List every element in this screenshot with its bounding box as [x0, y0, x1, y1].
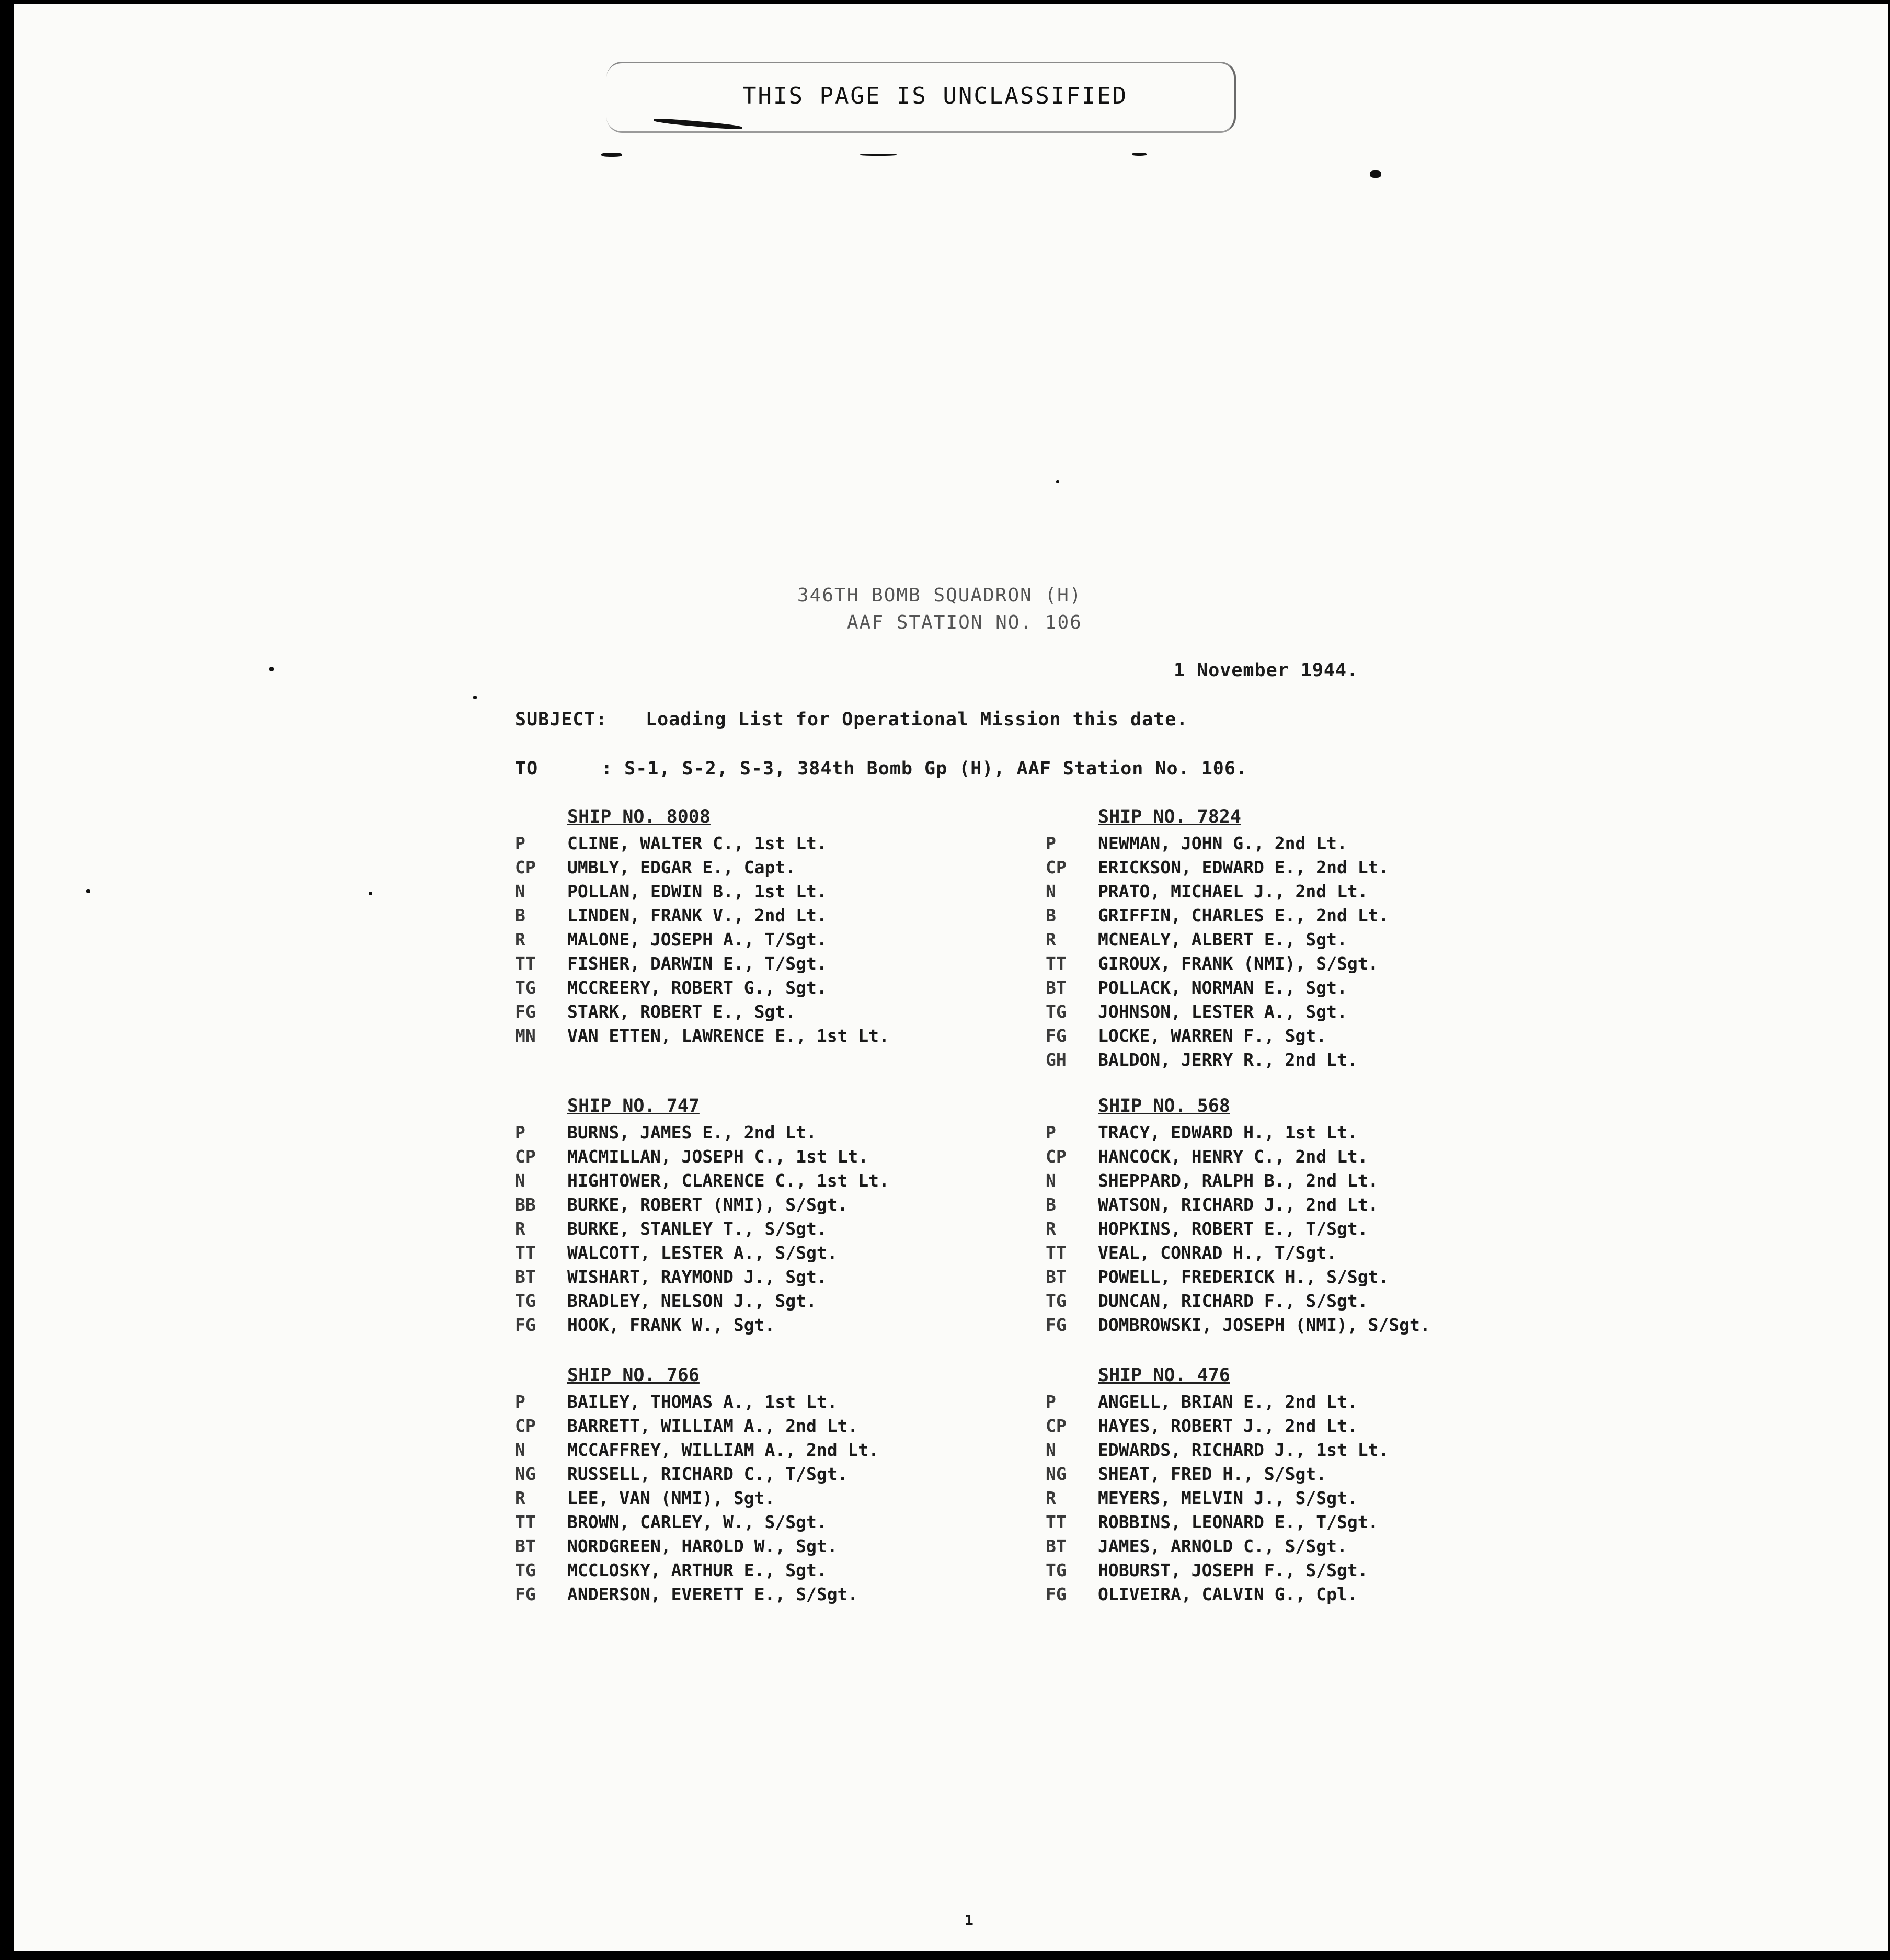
crew-name: BARRETT, WILLIAM A., 2nd Lt.	[567, 1416, 858, 1436]
crew-name: WISHART, RAYMOND J., Sgt.	[567, 1267, 827, 1287]
crew-row	[1046, 1414, 1389, 1438]
crew-row	[515, 1217, 889, 1241]
crew-name: MEYERS, MELVIN J., S/Sgt.	[1098, 1488, 1358, 1508]
crew-role: B	[515, 905, 525, 926]
crew-row	[1046, 1534, 1389, 1558]
crew-name: HAYES, ROBERT J., 2nd Lt.	[1098, 1416, 1358, 1436]
crew-row	[1046, 831, 1389, 856]
crew-name: BURNS, JAMES E., 2nd Lt.	[567, 1122, 817, 1143]
scan-mark	[86, 889, 90, 893]
crew-name: EDWARDS, RICHARD J., 1st Lt.	[1098, 1440, 1389, 1460]
ship-title: SHIP NO. 568	[1098, 1096, 1230, 1116]
crew-role: TG	[1046, 1001, 1067, 1022]
crew-row	[1046, 1217, 1430, 1241]
crew-row	[515, 1193, 889, 1217]
crew-row	[1046, 1169, 1430, 1193]
crew-role: P	[1046, 1122, 1056, 1143]
crew-row	[1046, 1313, 1430, 1337]
crew-name: LEE, VAN (NMI), Sgt.	[567, 1488, 775, 1508]
crew-name: OLIVEIRA, CALVIN G., Cpl.	[1098, 1584, 1358, 1604]
crew-row	[515, 1289, 889, 1313]
crew-row	[1046, 1193, 1430, 1217]
crew-name: MALONE, JOSEPH A., T/Sgt.	[567, 929, 827, 950]
crew-row	[515, 1000, 889, 1024]
crew-row	[1046, 1289, 1430, 1313]
crew-role: R	[515, 929, 525, 950]
crew-list	[515, 1121, 889, 1337]
crew-row	[515, 831, 889, 856]
scan-mark	[1132, 153, 1147, 156]
crew-role: FG	[515, 1315, 536, 1335]
station-heading: AAF STATION NO. 106	[847, 612, 1082, 633]
ship-title: SHIP NO. 7824	[1098, 806, 1241, 827]
crew-name: GRIFFIN, CHARLES E., 2nd Lt.	[1098, 905, 1389, 926]
crew-row	[1046, 1000, 1389, 1024]
ship-title: SHIP NO. 476	[1098, 1365, 1230, 1386]
crew-name: ANGELL, BRIAN E., 2nd Lt.	[1098, 1392, 1358, 1412]
scan-mark	[601, 153, 622, 157]
crew-row	[1046, 1024, 1389, 1048]
crew-row	[515, 1313, 889, 1337]
crew-name: POLLACK, NORMAN E., Sgt.	[1098, 977, 1347, 998]
crew-row	[515, 880, 889, 904]
crew-role: TT	[515, 953, 536, 974]
crew-role: FG	[1046, 1584, 1067, 1604]
crew-name: HOPKINS, ROBERT E., T/Sgt.	[1098, 1218, 1368, 1239]
crew-name: TRACY, EDWARD H., 1st Lt.	[1098, 1122, 1358, 1143]
crew-role: P	[515, 833, 525, 853]
crew-role: CP	[515, 857, 536, 878]
crew-role: BT	[1046, 1536, 1067, 1556]
crew-row	[1046, 904, 1389, 928]
crew-name: HOOK, FRANK W., Sgt.	[567, 1315, 775, 1335]
crew-role: N	[1046, 1170, 1056, 1191]
crew-role: CP	[1046, 1416, 1067, 1436]
crew-name: ERICKSON, EDWARD E., 2nd Lt.	[1098, 857, 1389, 878]
crew-row	[515, 1582, 879, 1606]
crew-role: R	[1046, 1218, 1056, 1239]
crew-role: NG	[1046, 1464, 1067, 1484]
crew-name: MCCAFFREY, WILLIAM A., 2nd Lt.	[567, 1440, 879, 1460]
ship-title: SHIP NO. 747	[567, 1096, 700, 1116]
crew-row	[515, 1510, 879, 1534]
crew-name: VEAL, CONRAD H., T/Sgt.	[1098, 1243, 1337, 1263]
crew-role: P	[515, 1392, 525, 1412]
crew-name: HIGHTOWER, CLARENCE C., 1st Lt.	[567, 1170, 889, 1191]
crew-name: DOMBROWSKI, JOSEPH (NMI), S/Sgt.	[1098, 1315, 1430, 1335]
crew-role: TT	[1046, 1512, 1067, 1532]
crew-name: POLLAN, EDWIN B., 1st Lt.	[567, 881, 827, 902]
crew-name: WALCOTT, LESTER A., S/Sgt.	[567, 1243, 838, 1263]
crew-role: TG	[515, 977, 536, 998]
crew-row	[1046, 1558, 1389, 1582]
crew-list	[1046, 831, 1389, 1072]
to-text: : S-1, S-2, S-3, 384th Bomb Gp (H), AAF Station No. 106.	[601, 758, 1248, 779]
crew-row	[515, 1390, 879, 1414]
crew-role: B	[1046, 905, 1056, 926]
crew-name: ROBBINS, LEONARD E., T/Sgt.	[1098, 1512, 1379, 1532]
crew-row	[1046, 1048, 1389, 1072]
scan-mark	[1056, 480, 1059, 483]
crew-name: JOHNSON, LESTER A., Sgt.	[1098, 1001, 1347, 1022]
crew-role: CP	[515, 1416, 536, 1436]
crew-name: DUNCAN, RICHARD F., S/Sgt.	[1098, 1291, 1368, 1311]
crew-role: BT	[515, 1267, 536, 1287]
document-page	[14, 4, 1888, 1951]
crew-name: BALDON, JERRY R., 2nd Lt.	[1098, 1050, 1358, 1070]
crew-role: FG	[1046, 1315, 1067, 1335]
crew-row	[515, 1121, 889, 1145]
classification-stamp: THIS PAGE IS UNCLASSIFIED	[742, 83, 1128, 109]
crew-name: STARK, ROBERT E., Sgt.	[567, 1001, 796, 1022]
scan-mark	[473, 696, 477, 699]
crew-role: N	[515, 881, 525, 902]
crew-role: R	[515, 1488, 525, 1508]
crew-row	[1046, 1390, 1389, 1414]
ship-title: SHIP NO. 8008	[567, 806, 711, 827]
crew-role: P	[515, 1122, 525, 1143]
crew-name: LINDEN, FRANK V., 2nd Lt.	[567, 905, 827, 926]
crew-role: TG	[515, 1560, 536, 1580]
subject-text: Loading List for Operational Mission this date.	[646, 709, 1188, 730]
crew-role: R	[1046, 929, 1056, 950]
crew-row	[515, 856, 889, 880]
crew-list	[1046, 1390, 1389, 1606]
subject-label: SUBJECT:	[515, 709, 608, 730]
crew-role: FG	[1046, 1025, 1067, 1046]
crew-role: N	[1046, 1440, 1056, 1460]
crew-row	[1046, 976, 1389, 1000]
crew-name: WATSON, RICHARD J., 2nd Lt.	[1098, 1194, 1379, 1215]
crew-role: TG	[515, 1291, 536, 1311]
crew-row	[515, 1558, 879, 1582]
crew-role: TT	[515, 1243, 536, 1263]
crew-role: TT	[1046, 1243, 1067, 1263]
crew-role: N	[1046, 881, 1056, 902]
scan-mark	[1370, 170, 1381, 178]
crew-name: BAILEY, THOMAS A., 1st Lt.	[567, 1392, 838, 1412]
crew-role: CP	[1046, 1146, 1067, 1167]
crew-name: ANDERSON, EVERETT E., S/Sgt.	[567, 1584, 858, 1604]
crew-name: CLINE, WALTER C., 1st Lt.	[567, 833, 827, 853]
crew-role: P	[1046, 833, 1056, 853]
scan-mark	[369, 892, 372, 895]
crew-row	[1046, 1582, 1389, 1606]
crew-role: TT	[515, 1512, 536, 1532]
crew-row	[1046, 1145, 1430, 1169]
crew-row	[515, 1169, 889, 1193]
crew-role: BT	[1046, 977, 1067, 998]
crew-name: MCNEALY, ALBERT E., Sgt.	[1098, 929, 1347, 950]
crew-role: BT	[515, 1536, 536, 1556]
crew-role: TG	[1046, 1291, 1067, 1311]
crew-role: TG	[1046, 1560, 1067, 1580]
crew-role: CP	[1046, 857, 1067, 878]
crew-name: PRATO, MICHAEL J., 2nd Lt.	[1098, 881, 1368, 902]
crew-name: HOBURST, JOSEPH F., S/Sgt.	[1098, 1560, 1368, 1580]
crew-row	[1046, 1462, 1389, 1486]
crew-row	[1046, 1486, 1389, 1510]
crew-row	[1046, 1121, 1430, 1145]
page-number: 1	[965, 1911, 973, 1929]
scan-edge	[0, 1951, 1890, 1960]
crew-name: GIROUX, FRANK (NMI), S/Sgt.	[1098, 953, 1379, 974]
document-date: 1 November 1944.	[1174, 660, 1359, 681]
crew-role: BT	[1046, 1267, 1067, 1287]
crew-row	[515, 1414, 879, 1438]
crew-list	[1046, 1121, 1430, 1337]
crew-name: BRADLEY, NELSON J., Sgt.	[567, 1291, 817, 1311]
unit-heading: 346TH BOMB SQUADRON (H)	[797, 585, 1082, 606]
crew-name: MCCREERY, ROBERT G., Sgt.	[567, 977, 827, 998]
crew-name: BROWN, CARLEY, W., S/Sgt.	[567, 1512, 827, 1532]
crew-row	[515, 1265, 889, 1289]
crew-role: NG	[515, 1464, 536, 1484]
ship-title: SHIP NO. 766	[567, 1365, 700, 1386]
crew-row	[1046, 1265, 1430, 1289]
crew-row	[515, 1438, 879, 1462]
crew-row	[1046, 856, 1389, 880]
crew-row	[515, 1486, 879, 1510]
crew-list	[515, 1390, 879, 1606]
crew-row	[515, 928, 889, 952]
crew-row	[1046, 952, 1389, 976]
crew-role: N	[515, 1170, 525, 1191]
crew-role: GH	[1046, 1050, 1067, 1070]
scan-mark	[860, 154, 897, 156]
scan-mark	[269, 667, 274, 671]
crew-role: CP	[515, 1146, 536, 1167]
crew-role: TT	[1046, 953, 1067, 974]
crew-name: POWELL, FREDERICK H., S/Sgt.	[1098, 1267, 1389, 1287]
crew-name: MACMILLAN, JOSEPH C., 1st Lt.	[567, 1146, 869, 1167]
crew-role: N	[515, 1440, 525, 1460]
crew-name: BURKE, STANLEY T., S/Sgt.	[567, 1218, 827, 1239]
crew-row	[515, 952, 889, 976]
crew-name: NORDGREEN, HAROLD W., Sgt.	[567, 1536, 838, 1556]
crew-name: LOCKE, WARREN F., Sgt.	[1098, 1025, 1327, 1046]
crew-name: FISHER, DARWIN E., T/Sgt.	[567, 953, 827, 974]
crew-row	[1046, 1510, 1389, 1534]
crew-name: UMBLY, EDGAR E., Capt.	[567, 857, 796, 878]
crew-row	[515, 1241, 889, 1265]
crew-name: VAN ETTEN, LAWRENCE E., 1st Lt.	[567, 1025, 889, 1046]
crew-role: FG	[515, 1584, 536, 1604]
crew-role: MN	[515, 1025, 536, 1046]
crew-row	[515, 904, 889, 928]
crew-role: FG	[515, 1001, 536, 1022]
crew-name: HANCOCK, HENRY C., 2nd Lt.	[1098, 1146, 1368, 1167]
to-label: TO	[515, 758, 539, 779]
crew-role: BB	[515, 1194, 536, 1215]
crew-name: NEWMAN, JOHN G., 2nd Lt.	[1098, 833, 1347, 853]
crew-row	[515, 1462, 879, 1486]
crew-role: R	[1046, 1488, 1056, 1508]
crew-row	[1046, 928, 1389, 952]
crew-row	[515, 1145, 889, 1169]
crew-role: B	[1046, 1194, 1056, 1215]
crew-list	[515, 831, 889, 1048]
crew-name: BURKE, ROBERT (NMI), S/Sgt.	[567, 1194, 848, 1215]
crew-row	[1046, 880, 1389, 904]
crew-role: P	[1046, 1392, 1056, 1412]
crew-name: JAMES, ARNOLD C., S/Sgt.	[1098, 1536, 1347, 1556]
crew-name: SHEAT, FRED H., S/Sgt.	[1098, 1464, 1327, 1484]
crew-name: SHEPPARD, RALPH B., 2nd Lt.	[1098, 1170, 1379, 1191]
crew-row	[1046, 1241, 1430, 1265]
crew-row	[515, 1024, 889, 1048]
crew-name: RUSSELL, RICHARD C., T/Sgt.	[567, 1464, 848, 1484]
crew-row	[515, 1534, 879, 1558]
crew-role: R	[515, 1218, 525, 1239]
crew-name: MCCLOSKY, ARTHUR E., Sgt.	[567, 1560, 827, 1580]
crew-row	[1046, 1438, 1389, 1462]
crew-row	[515, 976, 889, 1000]
